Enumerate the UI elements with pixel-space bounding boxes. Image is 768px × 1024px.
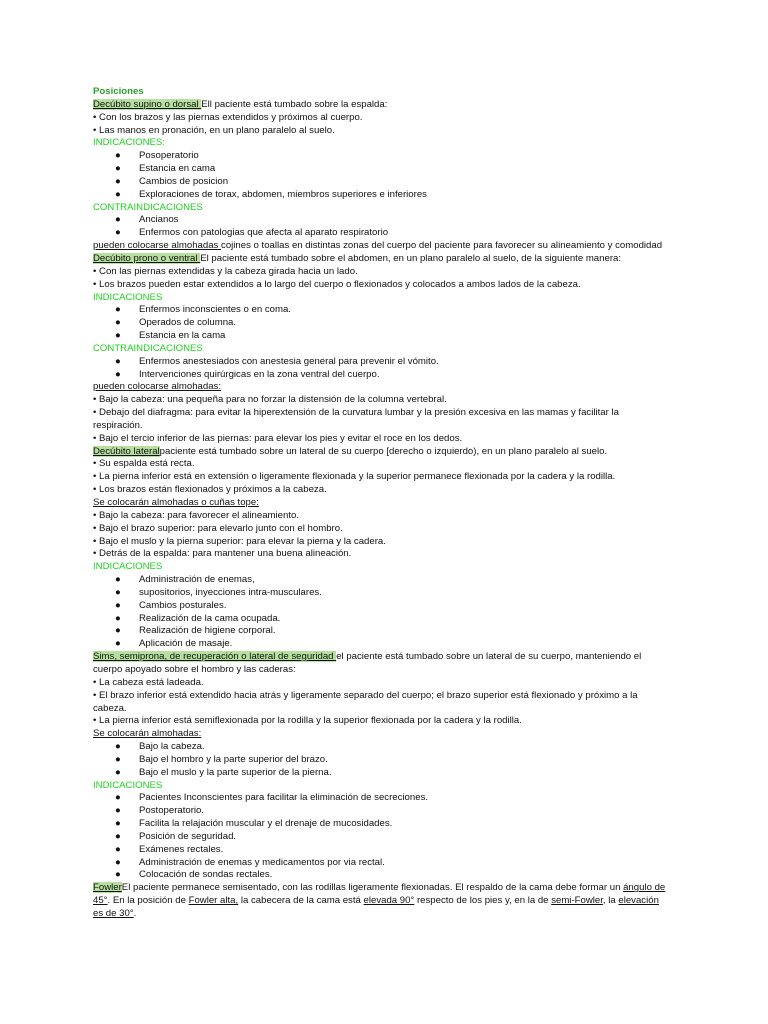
list-item-text: Enfermos inconscientes o en coma. <box>139 304 291 316</box>
fowler-u3: elevada 90° <box>363 895 415 907</box>
text-line: • Bajo la cabeza: una pequeña para no forzar la distensión de la columna vertebral. <box>93 394 447 406</box>
sims-pillow-ul: Se colocarán almohadas: <box>93 728 202 740</box>
bullet-icon: ● <box>115 830 121 842</box>
bullet-icon: ● <box>115 741 121 753</box>
text-line: • La pierna inferior está semiflexionada por la rodilla y la superior flexionada por la cadera y la rodilla. <box>93 715 522 727</box>
list-item-text: Enfermos anestesiados con anestesia general para prevenir el vómito. <box>139 355 439 367</box>
list-item-text: Operados de columna. <box>139 317 237 329</box>
bullet-icon: ● <box>115 150 121 162</box>
lateral-term: Decúbito lateral <box>93 445 160 457</box>
text-line: • Debajo del diafragma: para evitar la hiperextensión de la curvatura lumbar y la presión excesiva en las mamas y facilitar la respiración. <box>93 407 619 431</box>
list-item <box>93 587 668 600</box>
list-item-text: Bajo el hombro y la parte superior del brazo. <box>139 753 328 765</box>
bullet-icon: ● <box>115 175 121 187</box>
list-item <box>93 600 668 613</box>
list-item-text: Exploraciones de torax, abdomen, miembros superiores e inferiores <box>139 188 427 200</box>
list-item-text: Colocación de sondas rectales. <box>139 869 273 881</box>
prono-desc: El paciente está tumbado sobre el abdomen, en un plano paralelo al suelo, de la siguiente manera: <box>200 252 622 264</box>
sims-pillow-list <box>93 741 668 780</box>
fowler-u1: ángulo de 45° <box>93 882 666 907</box>
text-line: • Su espalda está recta. <box>93 458 195 470</box>
sims-lines <box>93 677 668 728</box>
sims-indicaciones-label: INDICACIONES <box>93 779 163 791</box>
list-item-text: Estancia en la cama <box>139 330 226 342</box>
sims-desc: el paciente está tumbado sobre un lateral de su cuerpo, manteniendo el cuerpo apoyado sobre el hombro y las caderas: <box>93 651 642 675</box>
text-line: • Los brazos están flexionados y próximos a la cabeza. <box>93 484 327 496</box>
list-item <box>93 857 668 870</box>
list-item-text: Postoperatorio. <box>139 805 205 817</box>
supino-contra-label: CONTRAINDICACIONES <box>93 201 203 213</box>
bullet-icon: ● <box>115 856 121 868</box>
bullet-icon: ● <box>115 843 121 855</box>
list-item <box>93 831 668 844</box>
prono-contra-list <box>93 356 668 382</box>
supino-pillow-ul: pueden colocarse almohadas <box>93 240 222 252</box>
fowler-t2: . En la posición de <box>107 895 189 907</box>
bullet-icon: ● <box>115 792 121 804</box>
sims-heading <box>93 651 668 677</box>
supino-pillow-paragraph <box>93 240 668 253</box>
fowler-paragraph <box>93 882 668 921</box>
bullet-icon: ● <box>115 753 121 765</box>
fowler-t4: respecto de los pies y, en la de <box>414 895 552 907</box>
list-item-text: Administración de enemas, <box>139 574 255 586</box>
list-item-text: Cambios de posicion <box>139 175 229 187</box>
list-item-text: Aplicación de masaje. <box>139 638 233 650</box>
list-item <box>93 792 668 805</box>
bullet-icon: ● <box>115 574 121 586</box>
text-line: • La pierna inferior está en extensión o ligeramente flexionada y la superior permanece flexionada por la cadera y la rodilla. <box>93 471 616 483</box>
bullet-icon: ● <box>115 227 121 239</box>
fowler-t6: . <box>133 908 137 919</box>
supino-lines <box>93 112 668 138</box>
list-item-text: Bajo la cabeza. <box>139 741 205 753</box>
text-line: • Las manos en pronación, en un plano paralelo al suelo. <box>93 124 335 136</box>
text-line: • Con los brazos y las piernas extendidos y próximos al cuerpo. <box>93 111 363 123</box>
bullet-icon: ● <box>115 869 121 881</box>
list-item-text: Posoperatorio <box>139 150 199 162</box>
list-item <box>93 317 668 330</box>
list-item-text: Facilita la relajación muscular y el drenaje de mucosidades. <box>139 818 393 830</box>
supino-desc: Ell paciente está tumbado sobre la espalda: <box>201 98 388 110</box>
list-item-text: supositorios, inyecciones intra-musculares. <box>139 586 322 598</box>
text-line: • Detrás de la espalda: para mantener una buena alineación. <box>93 548 352 560</box>
bullet-icon: ● <box>115 766 121 778</box>
supino-pillow-text: cojines o toallas en distintas zonas del cuerpo del paciente para favorecer su alineamiento y comodidad <box>221 240 663 252</box>
bullet-icon: ● <box>115 188 121 200</box>
lateral-desc: paciente está tumbado sobre un lateral de su cuerpo [derecho o izquierdo), en un plano paralelo al suelo. <box>159 445 608 457</box>
list-item <box>93 304 668 317</box>
bullet-icon: ● <box>115 214 121 226</box>
list-item-text: Administración de enemas y medicamentos por via rectal. <box>139 856 385 868</box>
fowler-u2: Fowler alta, <box>188 895 239 907</box>
list-item-text: Pacientes Inconscientes para facilitar la eliminación de secreciones. <box>139 792 429 804</box>
prono-term: Decúbito prono o ventral <box>93 252 201 264</box>
supino-indicaciones-label: INDICACIONES: <box>93 137 165 149</box>
list-item-text: Intervenciones quirúrgicas en la zona ventral del cuerpo. <box>139 368 380 380</box>
prono-heading <box>93 253 668 266</box>
list-item <box>93 369 668 382</box>
list-item-text: Cambios posturales. <box>139 599 227 611</box>
text-line: • Bajo el tercio inferior de las piernas: para elevar los pies y evitar el roce en los dedos. <box>93 432 463 444</box>
prono-contra-label: CONTRAINDICACIONES <box>93 342 203 354</box>
bullet-icon: ● <box>115 304 121 316</box>
lateral-indicaciones-list <box>93 574 668 651</box>
lateral-lines <box>93 458 668 497</box>
lateral-pillow-lines <box>93 510 668 561</box>
bullet-icon: ● <box>115 599 121 611</box>
list-item-text: Ancianos <box>139 214 179 226</box>
text-line: • Los brazos pueden estar extendidos a lo largo del cuerpo o flexionados y colocados a ambos lados de la cabeza. <box>93 278 581 290</box>
fowler-t1: El paciente permanece semisentado, con las rodillas ligeramente flexionadas. El respaldo de la cama debe formar un <box>121 882 624 894</box>
lateral-heading <box>93 446 668 459</box>
bullet-icon: ● <box>115 368 121 380</box>
text-line: • Con las piernas extendidas y la cabeza girada hacia un lado. <box>93 265 358 277</box>
bullet-icon: ● <box>115 625 121 637</box>
list-item <box>93 767 668 780</box>
fowler-u4: semi-Fowler <box>551 895 603 907</box>
list-item-text: Estancia en cama <box>139 163 216 175</box>
sims-term: Sims, semiprona, de recuperación o lateral de seguridad <box>93 651 337 663</box>
fowler-t5: , la <box>602 895 619 907</box>
list-item <box>93 150 668 163</box>
list-item-text: Posición de seguridad. <box>139 830 237 842</box>
text-line: • El brazo inferior está extendido hacia atrás y ligeramente separado del cuerpo; el brazo superior está flexionado y próximo a la cabeza. <box>93 689 638 714</box>
bullet-icon: ● <box>115 586 121 598</box>
page-title: Posiciones <box>93 86 144 97</box>
fowler-term: Fowler <box>93 882 122 894</box>
sims-indicaciones-list <box>93 792 668 882</box>
document-page <box>93 86 668 921</box>
lateral-pillow-ul: Se colocarán almohadas o cuñas tope: <box>93 497 259 508</box>
prono-lines <box>93 266 668 292</box>
list-item <box>93 189 668 202</box>
bullet-icon: ● <box>115 818 121 830</box>
bullet-icon: ● <box>115 805 121 817</box>
text-line: • Bajo el brazo superior: para elevarlo junto con el hombro. <box>93 522 343 534</box>
list-item <box>93 163 668 176</box>
text-line: • Bajo el muslo y la pierna superior: para elevar la pierna y la cadera. <box>93 535 386 547</box>
prono-indicaciones-label: INDICACIONES <box>93 291 163 303</box>
prono-pillow-ul: pueden colocarse almohadas: <box>93 381 222 393</box>
supino-term: Decúbito supino o dorsal <box>93 98 202 110</box>
list-item <box>93 574 668 587</box>
supino-indicaciones-list <box>93 150 668 201</box>
list-item <box>93 613 668 626</box>
prono-indicaciones-list <box>93 304 668 343</box>
text-line: • La cabeza está ladeada. <box>93 676 204 688</box>
list-item <box>93 330 668 343</box>
supino-contra-list <box>93 214 668 240</box>
list-item <box>93 844 668 857</box>
text-line: • Bajo la cabeza: para favorecer el alineamiento. <box>93 509 300 521</box>
list-item <box>93 741 668 754</box>
list-item-text: Realización de la cama ocupada. <box>139 612 281 624</box>
list-item <box>93 638 668 651</box>
list-item <box>93 805 668 818</box>
list-item-text: Realización de higiene corporal. <box>139 625 276 637</box>
list-item-text: Bajo el muslo y la parte superior de la pierna. <box>139 766 332 778</box>
list-item <box>93 356 668 369</box>
bullet-icon: ● <box>115 355 121 367</box>
bullet-icon: ● <box>115 612 121 624</box>
bullet-icon: ● <box>115 317 121 329</box>
list-item-text: Enfermos con patologias que afecta al aparato respiratorio <box>139 227 389 239</box>
list-item <box>93 625 668 638</box>
list-item <box>93 869 668 882</box>
bullet-icon: ● <box>115 330 121 342</box>
lateral-indicaciones-label: INDICACIONES <box>93 561 163 573</box>
list-item <box>93 214 668 227</box>
fowler-u5: elevación es de 30° <box>93 895 659 919</box>
fowler-t3: la cabecera de la cama está <box>238 895 364 907</box>
supino-heading <box>93 99 668 112</box>
list-item-text: Exámenes rectales. <box>139 843 224 855</box>
bullet-icon: ● <box>115 163 121 175</box>
bullet-icon: ● <box>115 638 121 650</box>
prono-pillow-lines <box>93 394 668 445</box>
list-item <box>93 754 668 767</box>
list-item <box>93 818 668 831</box>
list-item <box>93 176 668 189</box>
list-item <box>93 227 668 240</box>
